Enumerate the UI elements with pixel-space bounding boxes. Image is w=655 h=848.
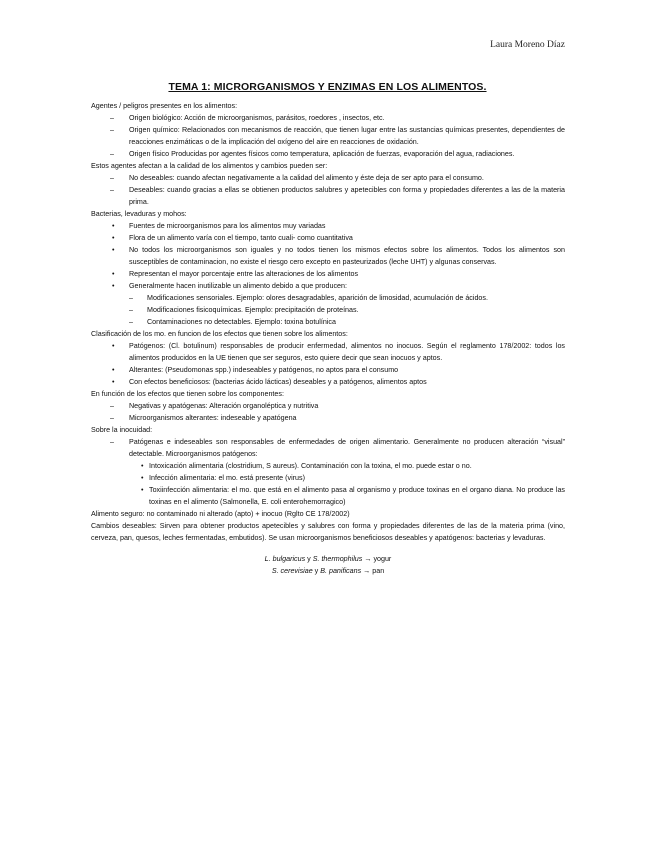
author-name: Laura Moreno Díaz — [490, 40, 565, 50]
dash-list — [91, 436, 565, 460]
dash-list — [91, 112, 565, 160]
list-item: • Patógenos: (Cl. botulinum) responsables de producir enfermedad, alimentos no inocuos. Según el reglamento 178/2002: todos los alimentos producidos en la UE tienen que ser seguros, esto quiere decir que sean inocuos y aptos. — [91, 340, 565, 364]
section-heading: En función de los efectos que tienen sobre los componentes: — [91, 390, 284, 398]
sub-list-item: • Intoxicación alimentaria (clostridium, S aureus). Contaminación con la toxina, el mo. puede estar o no. — [91, 460, 565, 472]
section-heading: Clasificación de los mo. en funcion de los efectos que tienen sobre los alimentos: — [91, 330, 348, 338]
list-item: – No deseables: cuando afectan negativamente a la calidad del alimento y éste deja de ser apto para el consumo. — [91, 172, 565, 184]
list-item: – Origen biológico: Acción de microorganismos, parásitos, roedores , insectos, etc. — [91, 112, 565, 124]
product-name: → pan — [361, 567, 385, 575]
sub-list-item: – Modificaciones sensoriales. Ejemplo: olores desagradables, aparición de limosidad, acumulación de ácidos. — [91, 292, 565, 304]
sub-list-item: – Contaminaciones no detectables. Ejemplo: toxina botulínica — [91, 316, 565, 328]
example-line-bread — [91, 565, 565, 577]
list-item: – Origen físico Producidas por agentes físicos como temperatura, aplicación de fuerzas, evaporación del agua, radiaciones. — [91, 148, 565, 160]
conjunction: y — [305, 555, 313, 563]
conjunction: y — [312, 567, 321, 575]
list-item: • Generalmente hacen inutilizable un alimento debido a que producen: — [91, 280, 565, 292]
sub-list-item: • Toxiinfección alimentaria: el mo. que está en el alimento pasa al organismo y produce toxinas en el organo diana. No produce las toxinas en el alimento (Salmonella, E. coli enterohemorragico) — [91, 484, 565, 508]
list-item: – Origen químico: Relacionados con mecanismos de reacción, que tienen lugar entre las sustancias químicas presentes, dependientes de reacciones enzimáticas o de la implicación del oxígeno del aire en reacciones de oxidación. — [91, 124, 565, 148]
list-item: • Con efectos beneficiosos: (bacterias ácido lácticas) deseables y a patógenos, alimentos aptos — [91, 376, 565, 388]
section-heading: Bacterias, levaduras y mohos: — [91, 210, 187, 218]
list-item: • Flora de un alimento varía con el tiempo, tanto cuali- como cuantitativa — [91, 232, 565, 244]
example-line-yogurt — [91, 553, 565, 565]
dash-list — [91, 400, 565, 424]
dash-list — [91, 172, 565, 208]
section-heading: Agentes / peligros presentes en los alimentos: — [91, 102, 238, 110]
desirable-changes-paragraph: Cambios deseables: Sirven para obtener productos apetecibles y salubres con forma y propiedades diferentes de las de la materia prima (vino, cerveza, pan, quesos, leches fermentadas, embutidos). Se usan microorganismos beneficiosos deseables y apatógenos: bacterias y levaduras. — [91, 522, 565, 542]
list-item: • No todos los microorganismos son iguales y no todos tienen los mismos efectos sobre los alimentos. Todos los alimentos son susceptibles de contaminacion, no existe el riesgo cero excepto en pasteurizados (leche UHT) y algunas conservas. — [91, 244, 565, 268]
species-name: L. bulgaricus — [264, 555, 306, 563]
examples-block — [91, 553, 565, 577]
sub-list-item: – Modificaciones fisicoquímicas. Ejemplo: precipitación de proteínas. — [91, 304, 565, 316]
document-body — [91, 100, 565, 577]
list-item: – Microorganismos alterantes: indeseable y apatógena — [91, 412, 565, 424]
list-item: – Patógenas e indeseables son responsables de enfermedades de origen alimentario. Generalmente no producen alteración “visual” detectable. Microorganismos patógenos: — [91, 436, 565, 460]
product-name: → yogur — [362, 555, 392, 563]
species-name: S. thermophilus — [312, 555, 363, 563]
species-name: B. panificans — [320, 567, 362, 575]
list-item: • Alterantes: (Pseudomonas spp.) indeseables y patógenos, no aptos para el consumo — [91, 364, 565, 376]
sub-list — [91, 292, 565, 328]
bullet-list — [91, 340, 565, 388]
page-title: TEMA 1: MICRORGANISMOS Y ENZIMAS EN LOS ALIMENTOS. — [168, 81, 487, 93]
sub-bullet-list — [91, 460, 565, 508]
list-item: • Fuentes de microorganismos para los alimentos muy variadas — [91, 220, 565, 232]
list-item: – Negativas y apatógenas: Alteración organoléptica y nutritiva — [91, 400, 565, 412]
safe-food-definition: Alimento seguro: no contaminado ni alterado (apto) + inocuo (Rglto CE 178/2002) — [91, 510, 350, 518]
sub-list-item: • Infección alimentaria: el mo. está presente (virus) — [91, 472, 565, 484]
bullet-list — [91, 220, 565, 292]
list-item: • Representan el mayor porcentaje entre las alteraciones de los alimentos — [91, 268, 565, 280]
species-name: S. cerevisiae — [271, 567, 313, 575]
section-heading: Sobre la inocuidad: — [91, 426, 153, 434]
list-item: – Deseables: cuando gracias a ellas se obtienen productos salubres y apetecibles con forma y propiedades diferentes a las de la materia prima. — [91, 184, 565, 208]
section-heading: Estos agentes afectan a la calidad de los alimentos y cambios pueden ser: — [91, 162, 328, 170]
